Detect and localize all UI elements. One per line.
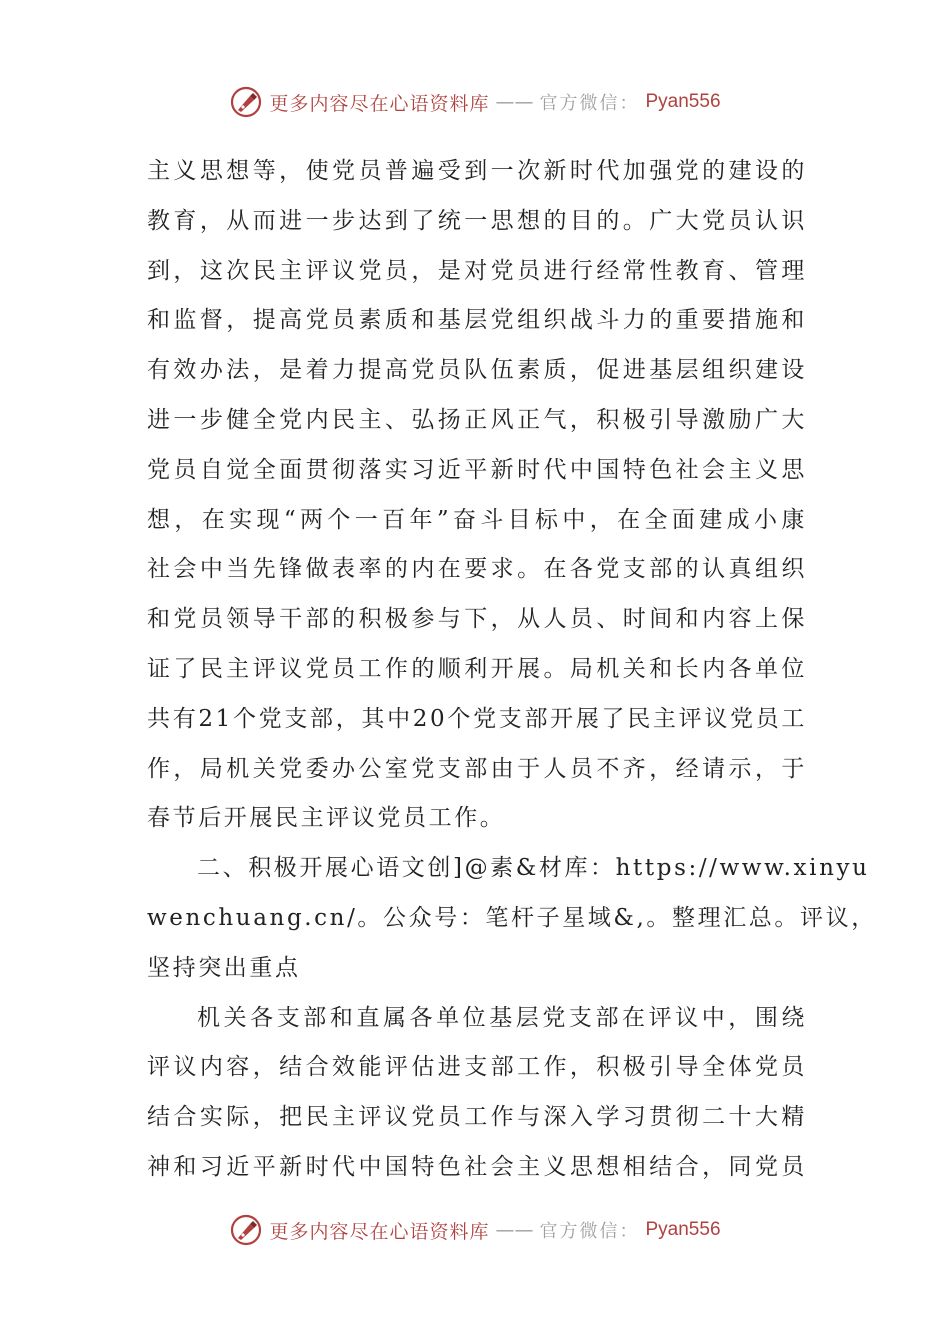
banner-official-wechat-label: 官方微信：	[539, 93, 640, 114]
footer-banner	[0, 1210, 950, 1250]
text-line: 想，在实现“两个一百年”奋斗目标中，在全面建成小康	[147, 506, 807, 533]
text-line: wenchuang.cn/。公众号：笔杆子星域&,。整理汇总。评议，	[147, 904, 877, 931]
banner-wechat-id: Pyan556	[645, 91, 721, 112]
text-line: 党员自觉全面贯彻落实习近平新时代中国特色社会主义思	[147, 456, 807, 483]
text-line: 教育，从而进一步达到了统一思想的目的。广大党员认识	[147, 207, 807, 234]
text-line: 主义思想等，使党员普遍受到一次新时代加强党的建设的	[147, 158, 807, 184]
text-line: 春节后开展民主评议党员工作。	[147, 805, 506, 832]
document-body	[147, 147, 877, 1193]
text-line: 神和习近平新时代中国特色社会主义思想相结合，同党员	[147, 1153, 807, 1180]
text-line: 评议内容，结合效能评估进支部工作，积极引导全体党员	[147, 1054, 807, 1081]
text-line: 社会中当先锋做表率的内在要求。在各党支部的认真组织	[147, 556, 807, 583]
text-line: 证了民主评议党员工作的顺利开展。局机关和长内各单位	[147, 655, 807, 682]
text-line: 坚持突出重点	[147, 954, 301, 981]
text-line: 进一步健全党内民主、弘扬正风正气，积极引导激励广大	[147, 406, 807, 433]
text-line: 和监督，提高党员素质和基层党组织战斗力的重要措施和	[147, 307, 807, 334]
section-heading-2	[147, 844, 877, 993]
header-banner	[0, 82, 950, 122]
text-line: 作，局机关党委办公室党支部由于人员不齐，经请示，于	[147, 755, 807, 782]
text-line: 共有21个党支部，其中20个党支部开展了民主评议党员工	[147, 705, 807, 732]
paragraph-3	[147, 994, 807, 1193]
text-line: 和党员领导干部的积极参与下，从人员、时间和内容上保	[147, 606, 807, 633]
text-line: 机关各支部和直属各单位基层党支部在评议中，围绕	[197, 1004, 807, 1031]
banner-dash: ——	[495, 91, 534, 113]
text-line: 到，这次民主评议党员，是对党员进行经常性教育、管理	[147, 257, 807, 284]
text-line: 二、积极开展心语文创]@素&材库：https://www.xinyu	[197, 855, 870, 882]
banner-official-wechat-label: 官方微信：	[539, 1221, 640, 1242]
banner-lead-text: 更多内容尽在心语资料库	[269, 92, 490, 115]
text-line: 有效办法，是着力提高党员队伍素质，促进基层组织建设	[147, 357, 807, 384]
pen-nib-logo-icon	[229, 85, 263, 119]
banner-wechat-id: Pyan556	[645, 1219, 721, 1240]
text-line: 结合实际，把民主评议党员工作与深入学习贯彻二十大精	[147, 1104, 807, 1131]
banner-lead-text: 更多内容尽在心语资料库	[269, 1220, 490, 1243]
banner-dash: ——	[495, 1219, 534, 1241]
pen-nib-logo-icon	[229, 1213, 263, 1247]
paragraph-1	[147, 147, 807, 844]
